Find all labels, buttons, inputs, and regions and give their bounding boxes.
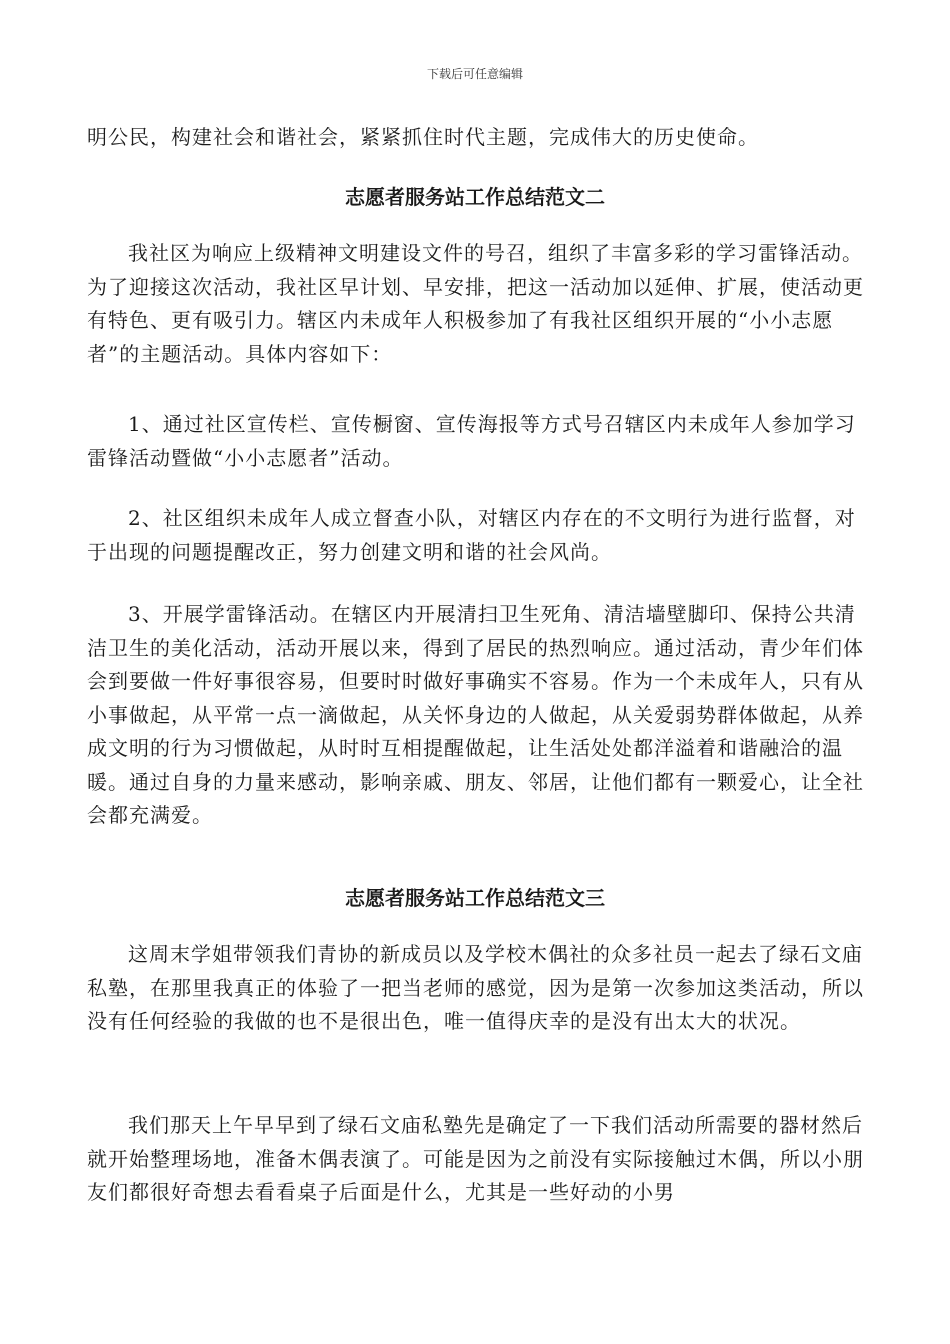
page-header-note: 下载后可任意编辑	[426, 67, 523, 81]
paragraph: 这周末学姐带领我们青协的新成员以及学校木偶社的众多社员一起去了绿石文庙私塾，在那里我真正的体验了一把当老师的感觉，因为是第一次参加这类活动，所以没有任何经验的我做的也不是很出色，唯一值得庆幸的是没有出太大的状况。	[87, 942, 864, 1033]
paragraph: 我们那天上午早早到了绿石文庙私塾先是确定了一下我们活动所需要的器材然后就开始整理场地，准备木偶表演了。可能是因为之前没有实际接触过木偶，所以小朋友们都很好奇想去看看桌子后面是什么，尤其是一些好动的小男	[87, 1113, 864, 1204]
section-title-3: 志愿者服务站工作总结范文三	[345, 886, 605, 910]
paragraph: 1、通过社区宣传栏、宣传橱窗、宣传海报等方式号召辖区内未成年人参加学习雷锋活动暨做“小小志愿者”活动。	[87, 412, 856, 470]
paragraph: 2、社区组织未成年人成立督查小队，对辖区内存在的不文明行为进行监督，对于出现的问题提醒改正，努力创建文明和谐的社会风尚。	[87, 506, 856, 564]
section-title-2: 志愿者服务站工作总结范文二	[345, 185, 605, 209]
paragraph: 3、开展学雷锋活动。在辖区内开展清扫卫生死角、清洁墙壁脚印、保持公共清洁卫生的美化活动，活动开展以来，得到了居民的热烈响应。通过活动，青少年们体会到要做一件好事很容易，但要时时做好事确实不容易。作为一个未成年人，只有从小事做起，从平常一点一滴做起，从关怀身边的人做起，从关爱弱势群体做起，从养成文明的行为习惯做起，从时时互相提醒做起，让生活处处都洋溢着和谐融洽的温暖。通过自身的力量来感动，影响亲戚、朋友、邻居，让他们都有一颗爱心，让全社会都充满爱。	[87, 602, 864, 827]
continuation-paragraph: 明公民，构建社会和谐社会，紧紧抓住时代主题，完成伟大的历史使命。	[87, 125, 759, 149]
paragraph: 我社区为响应上级精神文明建设文件的号召，组织了丰富多彩的学习雷锋活动。为了迎接这次活动，我社区早计划、早安排，把这一活动加以延伸、扩展，使活动更有特色、更有吸引力。辖区内未成年人积极参加了有我社区组织开展的“小小志愿者”的主题活动。具体内容如下：	[87, 241, 864, 366]
